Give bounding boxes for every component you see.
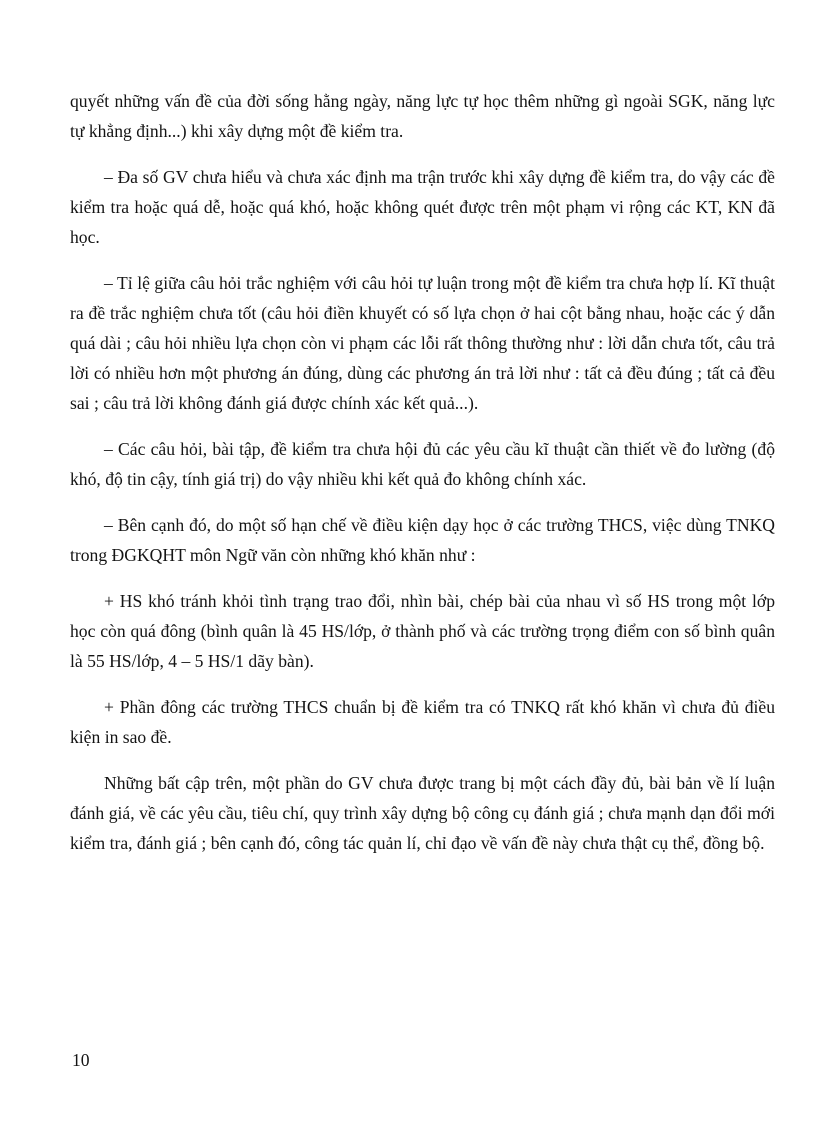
paragraph-continuation: quyết những vấn đề của đời sống hằng ngày, năng lực tự học thêm những gì ngoài SGK, năng lực tự khẳng định...) khi xây dựng một đề kiểm tra. (70, 91, 775, 141)
paragraph-conditions: – Bên cạnh đó, do một số hạn chế về điều kiện dạy học ở các trường THCS, việc dùng TNKQ trong ĐGKQHT môn Ngữ văn còn những khó khăn như : (70, 515, 775, 565)
page-number: 10 (72, 1050, 90, 1070)
document-body (70, 86, 775, 874)
paragraph-measurement: – Các câu hỏi, bài tập, đề kiểm tra chưa hội đủ các yêu cầu kĩ thuật cần thiết về đo lường (độ khó, độ tin cậy, tính giá trị) do vậy nhiều khi kết quả đo không chính xác. (70, 439, 775, 489)
paragraph-matrix-issue: – Đa số GV chưa hiểu và chưa xác định ma trận trước khi xây dựng đề kiểm tra, do vậy các đề kiểm tra hoặc quá dễ, hoặc quá khó, hoặc không quét được trên một phạm vi rộng các KT, KN đã học. (70, 167, 775, 247)
paragraph-question-ratio: – Tỉ lệ giữa câu hỏi trắc nghiệm với câu hỏi tự luận trong một đề kiểm tra chưa hợp lí. Kĩ thuật ra đề trắc nghiệm chưa tốt (câu hỏi điền khuyết có số lựa chọn ở hai cột bằng nhau, hoặc các ý dẫn quá dài ; câu hỏi nhiều lựa chọn còn vi phạm các lỗi rất thông thường như : lời dẫn chưa tốt, câu trả lời có nhiều hơn một phương án đúng, dùng các phương án trả lời như : tất cả đều đúng ; tất cả đều sai ; câu trả lời không đánh giá được chính xác kết quả...). (70, 273, 775, 413)
paragraph-conclusion: Những bất cập trên, một phần do GV chưa được trang bị một cách đầy đủ, bài bản về lí luận đánh giá, về các yêu cầu, tiêu chí, quy trình xây dựng bộ công cụ đánh giá ; chưa mạnh dạn đổi mới kiểm tra, đánh giá ; bên cạnh đó, công tác quản lí, chỉ đạo về vấn đề này chưa thật cụ thể, đồng bộ. (70, 773, 775, 853)
paragraph-class-size: + HS khó tránh khỏi tình trạng trao đổi, nhìn bài, chép bài của nhau vì số HS trong một lớp học còn quá đông (bình quân là 45 HS/lớp, ở thành phố và các trường trọng điểm con số bình quân là 55 HS/lớp, 4 – 5 HS/1 dãy bàn). (70, 591, 775, 671)
paragraph-printing: + Phần đông các trường THCS chuẩn bị đề kiểm tra có TNKQ rất khó khăn vì chưa đủ điều kiện in sao đề. (70, 697, 775, 747)
